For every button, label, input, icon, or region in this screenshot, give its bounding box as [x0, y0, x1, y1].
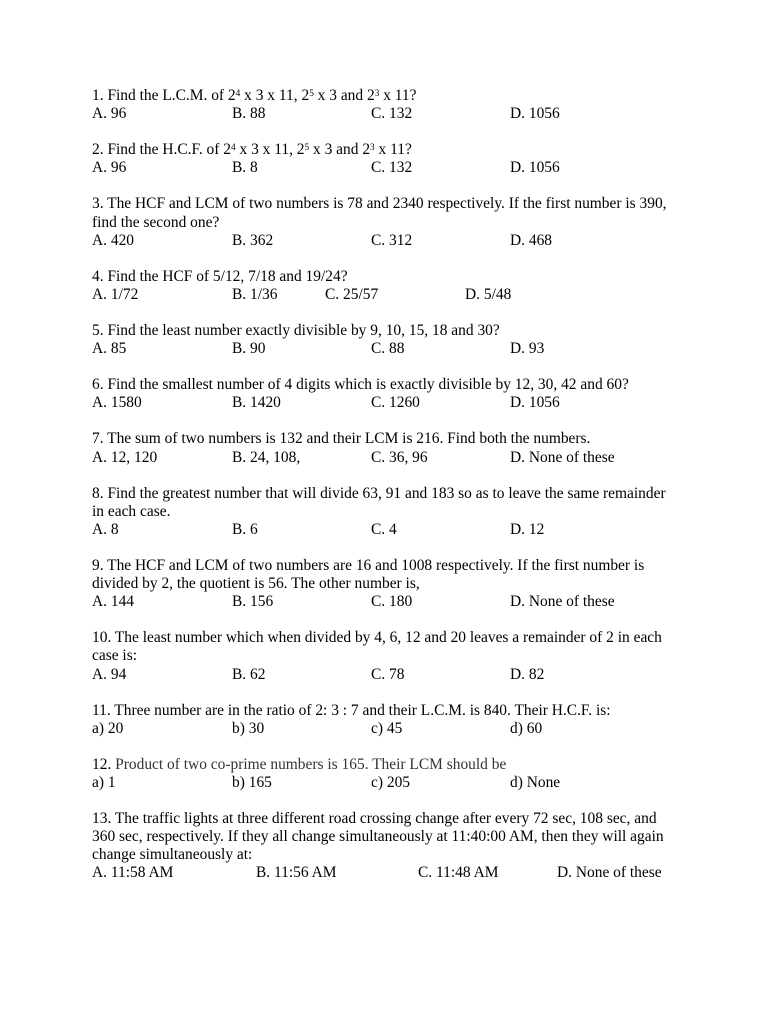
question-text-line: 360 sec, respectively. If they all change simultaneously at 11:40:00 AM, then they will again: [92, 828, 664, 846]
option-c: c) 205: [371, 773, 411, 791]
option-b: B. 62: [232, 665, 266, 683]
answer-options: [92, 159, 768, 177]
question-text-line: 4. Find the HCF of 5/12, 7/18 and 19/24?: [92, 267, 348, 285]
question-text-segment: x 3 and 2: [313, 87, 375, 104]
answer-options: [92, 286, 768, 304]
option-b: B. 11:56 AM: [256, 864, 337, 882]
question-text-line: change simultaneously at:: [92, 846, 253, 864]
question-2: [92, 141, 768, 177]
option-d: D. 1056: [510, 159, 560, 177]
question-8: [92, 485, 768, 539]
exponent-superscript: 3: [370, 143, 375, 154]
option-b: B. 24, 108,: [232, 448, 301, 466]
question-text-line: 3. The HCF and LCM of two numbers is 78 and 2340 respectively. If the first number is 390,: [92, 195, 667, 213]
question-10: [92, 629, 768, 683]
option-d: D. None of these: [557, 864, 662, 882]
question-4: [92, 268, 768, 304]
question-text-line: 10. The least number which when divided by 4, 6, 12 and 20 leaves a remainder of 2 in each: [92, 629, 662, 647]
option-a: a) 20: [92, 719, 124, 737]
option-a: A. 11:58 AM: [92, 864, 174, 882]
question-9: [92, 557, 768, 611]
question-text-line: in each case.: [92, 502, 171, 520]
answer-options: [92, 232, 768, 250]
question-text-line: 9. The HCF and LCM of two numbers are 16 and 1008 respectively. If the first number is: [92, 557, 645, 575]
question-11: [92, 702, 768, 738]
question-text-line: 7. The sum of two numbers is 132 and their LCM is 216. Find both the numbers.: [92, 430, 591, 448]
option-d: D. 1056: [510, 105, 560, 123]
question-text-line: 5. Find the least number exactly divisible by 9, 10, 15, 18 and 30?: [92, 322, 500, 340]
option-c: C. 4: [371, 520, 397, 538]
option-c: C. 25/57: [325, 285, 379, 303]
question-text-line: 6. Find the smallest number of 4 digits which is exactly divisible by 12, 30, 42 and 60?: [92, 376, 629, 394]
option-c: C. 132: [371, 159, 413, 177]
question-text-segment: x 3 x 11, 2: [240, 87, 310, 104]
option-d: D. None of these: [510, 593, 615, 611]
exponent-superscript: 5: [304, 143, 310, 154]
option-b: b) 165: [232, 773, 272, 791]
question-1: [92, 87, 768, 123]
option-a: A. 94: [92, 665, 127, 683]
option-c: C. 312: [371, 231, 413, 249]
question-3: [92, 195, 768, 249]
question-text-segment: Product of two co-prime numbers is 165. Their LCM should be: [111, 755, 507, 773]
option-d: d) 60: [510, 719, 543, 737]
option-c: C. 78: [371, 665, 405, 683]
option-d: D. None of these: [510, 448, 615, 466]
option-a: A. 12, 120: [92, 448, 158, 466]
answer-options: [92, 593, 768, 611]
option-b: B. 8: [232, 159, 258, 177]
option-b: B. 6: [232, 520, 258, 538]
option-d: D. 1056: [510, 394, 560, 412]
question-7: [92, 430, 768, 466]
question-number: 12.: [92, 755, 112, 773]
question-13: [92, 810, 768, 882]
exponent-superscript: 4: [231, 143, 236, 154]
option-a: A. 96: [92, 105, 127, 123]
answer-options: [92, 864, 768, 882]
question-text-segment: 1. Find the L.C.M. of 2: [92, 87, 236, 104]
option-b: B. 1420: [232, 394, 281, 412]
question-text-segment: x 11?: [379, 87, 417, 104]
option-b: B. 156: [232, 593, 274, 611]
option-a: A. 1580: [92, 394, 142, 412]
question-text-line: case is:: [92, 647, 138, 665]
option-d: D. 93: [510, 340, 545, 358]
question-text: [92, 141, 768, 159]
option-a: a) 1: [92, 773, 116, 791]
option-c: C. 36, 96: [371, 448, 428, 466]
answer-options: [92, 666, 768, 684]
option-c: C. 88: [371, 340, 405, 358]
answer-options: [92, 720, 768, 738]
question-text-line: 8. Find the greatest number that will divide 63, 91 and 183 so as to leave the same remainder: [92, 484, 666, 502]
option-b: B. 88: [232, 105, 266, 123]
exponent-superscript: 5: [309, 88, 314, 99]
exponent-superscript: 4: [235, 88, 241, 99]
option-a: A. 1/72: [92, 285, 139, 303]
answer-options: [92, 449, 768, 467]
question-text: [92, 87, 768, 105]
option-a: A. 85: [92, 340, 127, 358]
option-c: C. 11:48 AM: [418, 864, 499, 882]
question-text-segment: x 3 x 11, 2: [235, 141, 305, 159]
question-text-line: divided by 2, the quotient is 56. The other number is,: [92, 575, 420, 593]
question-text-segment: 2. Find the H.C.F. of 2: [92, 141, 231, 159]
question-text-line: find the second one?: [92, 213, 220, 231]
option-a: A. 8: [92, 520, 119, 538]
option-c: c) 45: [371, 719, 403, 737]
question-text-line: 13. The traffic lights at three different road crossing change after every 72 sec, 108 sec, and: [92, 810, 657, 828]
question-text-segment: x 3 and 2: [309, 141, 371, 159]
option-b: b) 30: [232, 719, 265, 737]
question-5: [92, 322, 768, 358]
exponent-superscript: 3: [374, 88, 380, 99]
option-b: B. 90: [232, 340, 266, 358]
question-text: [92, 756, 768, 774]
question-text-line: 11. Three number are in the ratio of 2: 3 : 7 and their L.C.M. is 840. Their H.C.F. is:: [92, 701, 611, 719]
option-d: D. 468: [510, 231, 553, 249]
option-a: A. 96: [92, 159, 127, 177]
question-6: [92, 376, 768, 412]
question-text-segment: x 11?: [374, 141, 412, 159]
option-c: C. 1260: [371, 394, 420, 412]
option-a: A. 144: [92, 593, 135, 611]
option-c: C. 180: [371, 593, 413, 611]
option-c: C. 132: [371, 105, 413, 123]
option-d: D. 5/48: [465, 285, 512, 303]
option-d: D. 82: [510, 665, 545, 683]
answer-options: [92, 340, 768, 358]
answer-options: [92, 774, 768, 792]
option-a: A. 420: [92, 231, 135, 249]
option-b: B. 362: [232, 231, 274, 249]
answer-options: [92, 394, 768, 412]
question-12: [92, 756, 768, 792]
answer-options: [92, 521, 768, 539]
option-d: d) None: [510, 773, 561, 791]
option-d: D. 12: [510, 520, 545, 538]
answer-options: [92, 105, 768, 123]
option-b: B. 1/36: [232, 285, 278, 303]
